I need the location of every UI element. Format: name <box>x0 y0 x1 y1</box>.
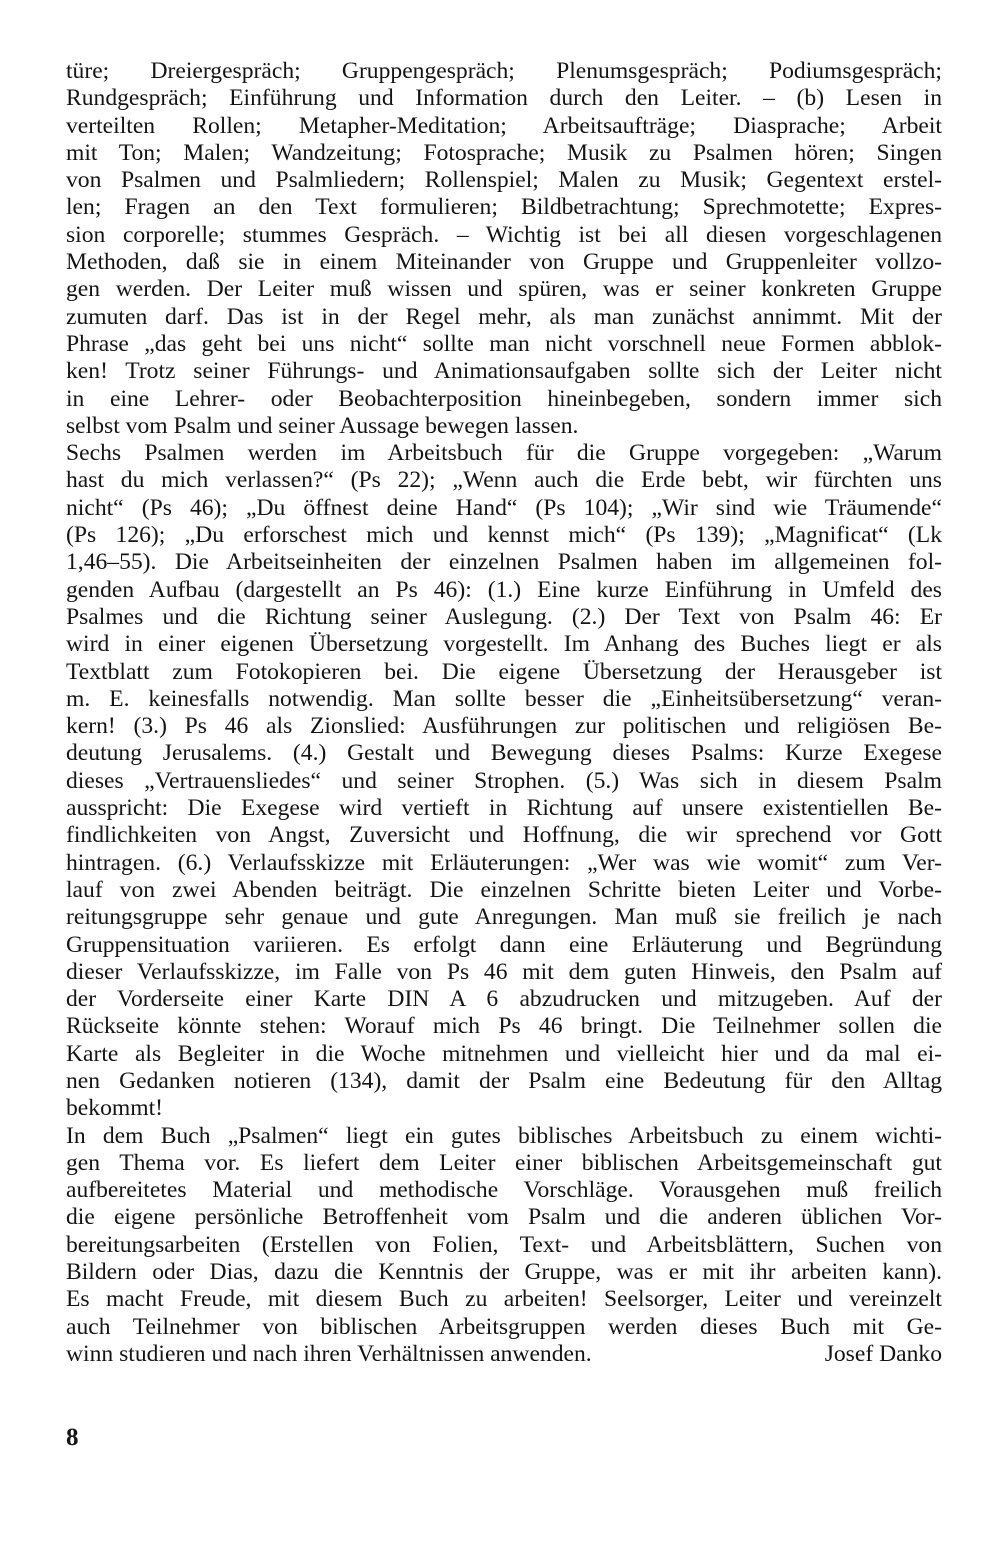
text-line: Rückseite könnte stehen: Worauf mich Ps 46 bringt. Die Teilnehmer sollen die <box>66 1013 942 1040</box>
text-line: auch Teilnehmer von biblischen Arbeitsgruppen werden dieses Buch mit Ge- <box>66 1313 942 1340</box>
closing-line <box>66 1341 942 1368</box>
text-line: genden Aufbau (dargestellt an Ps 46): (1.) Eine kurze Einführung in Umfeld des <box>66 576 942 603</box>
text-line: m. E. keinesfalls notwendig. Man sollte besser die „Einheitsübersetzung“ veran- <box>66 685 942 712</box>
text-line: deutung Jerusalems. (4.) Gestalt und Bewegung dieses Psalms: Kurze Exegese <box>66 740 942 767</box>
text-line: zumuten darf. Das ist in der Regel mehr, als man zunächst annimmt. Mit der <box>66 303 942 330</box>
text-line: findlichkeiten von Angst, Zuversicht und Hoffnung, die wir sprechend vor Gott <box>66 822 942 849</box>
text-line: kern! (3.) Ps 46 als Zionslied: Ausführungen zur politischen und religiösen Be- <box>66 713 942 740</box>
body-text <box>66 58 942 1368</box>
text-line: dieser Verlaufsskizze, im Falle von Ps 46 mit dem guten Hinweis, den Psalm auf <box>66 958 942 985</box>
text-line: (Ps 126); „Du erforschest mich und kennst mich“ (Ps 139); „Magnificat“ (Lk <box>66 522 942 549</box>
text-line: reitungsgruppe sehr genaue und gute Anregungen. Man muß sie freilich je nach <box>66 904 942 931</box>
text-line: sion corporelle; stummes Gespräch. – Wichtig ist bei all diesen vorgeschlagenen <box>66 221 942 248</box>
text-line: verteilten Rollen; Metapher-Meditation; Arbeitsaufträge; Diasprache; Arbeit <box>66 112 942 139</box>
text-line: der Vorderseite einer Karte DIN A 6 abzudrucken und mitzugeben. Auf der <box>66 986 942 1013</box>
text-line: hast du mich verlassen?“ (Ps 22); „Wenn auch die Erde bebt, wir fürchten uns <box>66 467 942 494</box>
text-line: die eigene persönliche Betroffenheit vom Psalm und die anderen üblichen Vor- <box>66 1204 942 1231</box>
text-line: gen werden. Der Leiter muß wissen und spüren, was er seiner konkreten Gruppe <box>66 276 942 303</box>
text-line: bekommt! <box>66 1095 163 1122</box>
author-signature: Josef Danko <box>824 1340 942 1367</box>
text-line: In dem Buch „Psalmen“ liegt ein gutes biblisches Arbeitsbuch zu einem wichti- <box>66 1122 942 1149</box>
text-line: gen Thema vor. Es liefert dem Leiter einer biblischen Arbeitsgemeinschaft gut <box>66 1149 942 1176</box>
text-line: selbst vom Psalm und seiner Aussage bewegen lassen. <box>66 412 579 439</box>
text-line: nicht“ (Ps 46); „Du öffnest deine Hand“ (Ps 104); „Wir sind wie Träumende“ <box>66 494 942 521</box>
text-line: Phrase „das geht bei uns nicht“ sollte man nicht vorschnell neue Formen abblok- <box>66 330 942 357</box>
text-line: ken! Trotz seiner Führungs- und Animationsaufgaben sollte sich der Leiter nicht <box>66 358 942 385</box>
text-line: hintragen. (6.) Verlaufsskizze mit Erläuterungen: „Wer was wie womit“ zum Ver- <box>66 849 942 876</box>
text-line: dieses „Vertrauensliedes“ und seiner Strophen. (5.) Was sich in diesem Psalm <box>66 767 942 794</box>
closing-text: winn studieren und nach ihren Verhältnissen anwenden. <box>66 1340 592 1367</box>
text-line: Textblatt zum Fotokopieren bei. Die eigene Übersetzung der Herausgeber ist <box>66 658 942 685</box>
text-line: wird in einer eigenen Übersetzung vorgestellt. Im Anhang des Buches liegt er als <box>66 631 942 658</box>
text-line: len; Fragen an den Text formulieren; Bildbetrachtung; Sprechmotette; Expres- <box>66 194 942 221</box>
text-line: aufbereitetes Material und methodische Vorschläge. Vorausgehen muß freilich <box>66 1177 942 1204</box>
text-line: Psalmes und die Richtung seiner Auslegung. (2.) Der Text von Psalm 46: Er <box>66 603 942 630</box>
text-line: 1,46–55). Die Arbeitseinheiten der einzelnen Psalmen haben im allgemeinen fol- <box>66 549 942 576</box>
text-line: mit Ton; Malen; Wandzeitung; Fotosprache; Musik zu Psalmen hören; Singen <box>66 139 942 166</box>
text-line: bereitungsarbeiten (Erstellen von Folien, Text- und Arbeitsblättern, Suchen von <box>66 1231 942 1258</box>
text-line: ausspricht: Die Exegese wird vertieft in Richtung auf unsere existentiellen Be- <box>66 795 942 822</box>
text-line: nen Gedanken notieren (134), damit der Psalm eine Bedeutung für den Alltag <box>66 1067 942 1094</box>
text-line: türe; Dreiergespräch; Gruppengespräch; Plenumsgespräch; Podiumsgespräch; <box>66 58 942 84</box>
text-line: Rundgespräch; Einführung und Information durch den Leiter. – (b) Lesen in <box>66 85 942 112</box>
text-line: von Psalmen und Psalmliedern; Rollenspiel; Malen zu Musik; Gegentext erstel- <box>66 167 942 194</box>
text-line: Karte als Begleiter in die Woche mitnehmen und vielleicht hier und da mal ei- <box>66 1040 942 1067</box>
text-line: Methoden, daß sie in einem Miteinander von Gruppe und Gruppenleiter vollzo- <box>66 249 942 276</box>
text-line: Sechs Psalmen werden im Arbeitsbuch für die Gruppe vorgegeben: „Warum <box>66 440 942 467</box>
text-line: Es macht Freude, mit diesem Buch zu arbeiten! Seelsorger, Leiter und vereinzelt <box>66 1286 942 1313</box>
text-line: lauf von zwei Abenden beiträgt. Die einzelnen Schritte bieten Leiter und Vorbe- <box>66 876 942 903</box>
page-number: 8 <box>66 1424 79 1451</box>
text-line: Bildern oder Dias, dazu die Kenntnis der Gruppe, was er mit ihr arbeiten kann). <box>66 1259 942 1286</box>
text-line: in eine Lehrer- oder Beobachterposition hineinbegeben, sondern immer sich <box>66 385 942 412</box>
text-line: Gruppensituation variieren. Es erfolgt dann eine Erläuterung und Begründung <box>66 931 942 958</box>
